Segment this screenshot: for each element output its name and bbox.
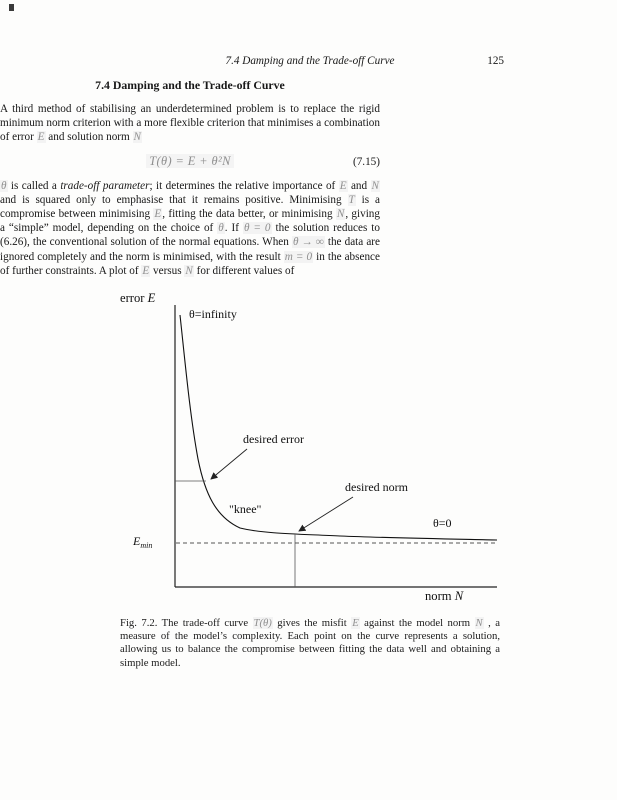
- desired-error-arrow: [211, 449, 247, 479]
- equation-row: [0, 154, 380, 170]
- scan-artifact-mark: [9, 4, 14, 11]
- theta-zero-label: θ=0: [433, 516, 452, 531]
- equation-number: (7.15): [352, 155, 380, 168]
- section-heading: 7.4 Damping and the Trade-off Curve: [95, 78, 285, 92]
- knee-label: "knee": [229, 502, 262, 517]
- trade-off-plot: [0, 291, 617, 609]
- paragraph-intro: A third method of stabilising an underdetermined problem is to replace the rigid minimum norm criterion with a more flexible criterion that minimises a combination of error E and solution norm N: [0, 103, 380, 144]
- trade-off-figure: [0, 291, 617, 609]
- desired-norm-arrow: [299, 497, 353, 531]
- figure-caption: Fig. 7.2. The trade-off curve T(θ) gives the misfit E against the model norm N , a measure of the model’s complexity. Each point on the curve represents a solution, allowing us to balance the compromise between fitting the data well and obtaining a simple model.: [120, 617, 500, 669]
- desired-norm-label: desired norm: [345, 480, 408, 495]
- e-min-label: $E_{min}$: [133, 534, 153, 551]
- y-axis-label: error E: [120, 291, 156, 306]
- desired-error-label: desired error: [243, 432, 304, 447]
- equation-body: T(θ) = E + θ²N: [146, 154, 234, 168]
- x-axis-label: norm N: [425, 589, 464, 604]
- running-head: 7.4 Damping and the Trade-off Curve: [225, 55, 395, 67]
- paragraph-discussion: θ is called a trade-off parameter; it determines the relative importance of E and N and is squared only to emphasise that it remains positive. Minimising T is a compromise between minimising E, fitting the data better, or minimising N, giving a “simple” model, depending on the choice of θ. If θ = 0 the solution reduces to (6.26), the conventional solution of the normal equations. When θ → ∞ the data are ignored completely and the norm is minimised, with the result m = 0 in the absence of further constraints. A plot of E versus N for different values of: [0, 179, 381, 277]
- page-number: 125: [487, 55, 504, 67]
- running-head-row: [120, 0, 504, 67]
- theta-infinity-label: θ=infinity: [189, 307, 237, 322]
